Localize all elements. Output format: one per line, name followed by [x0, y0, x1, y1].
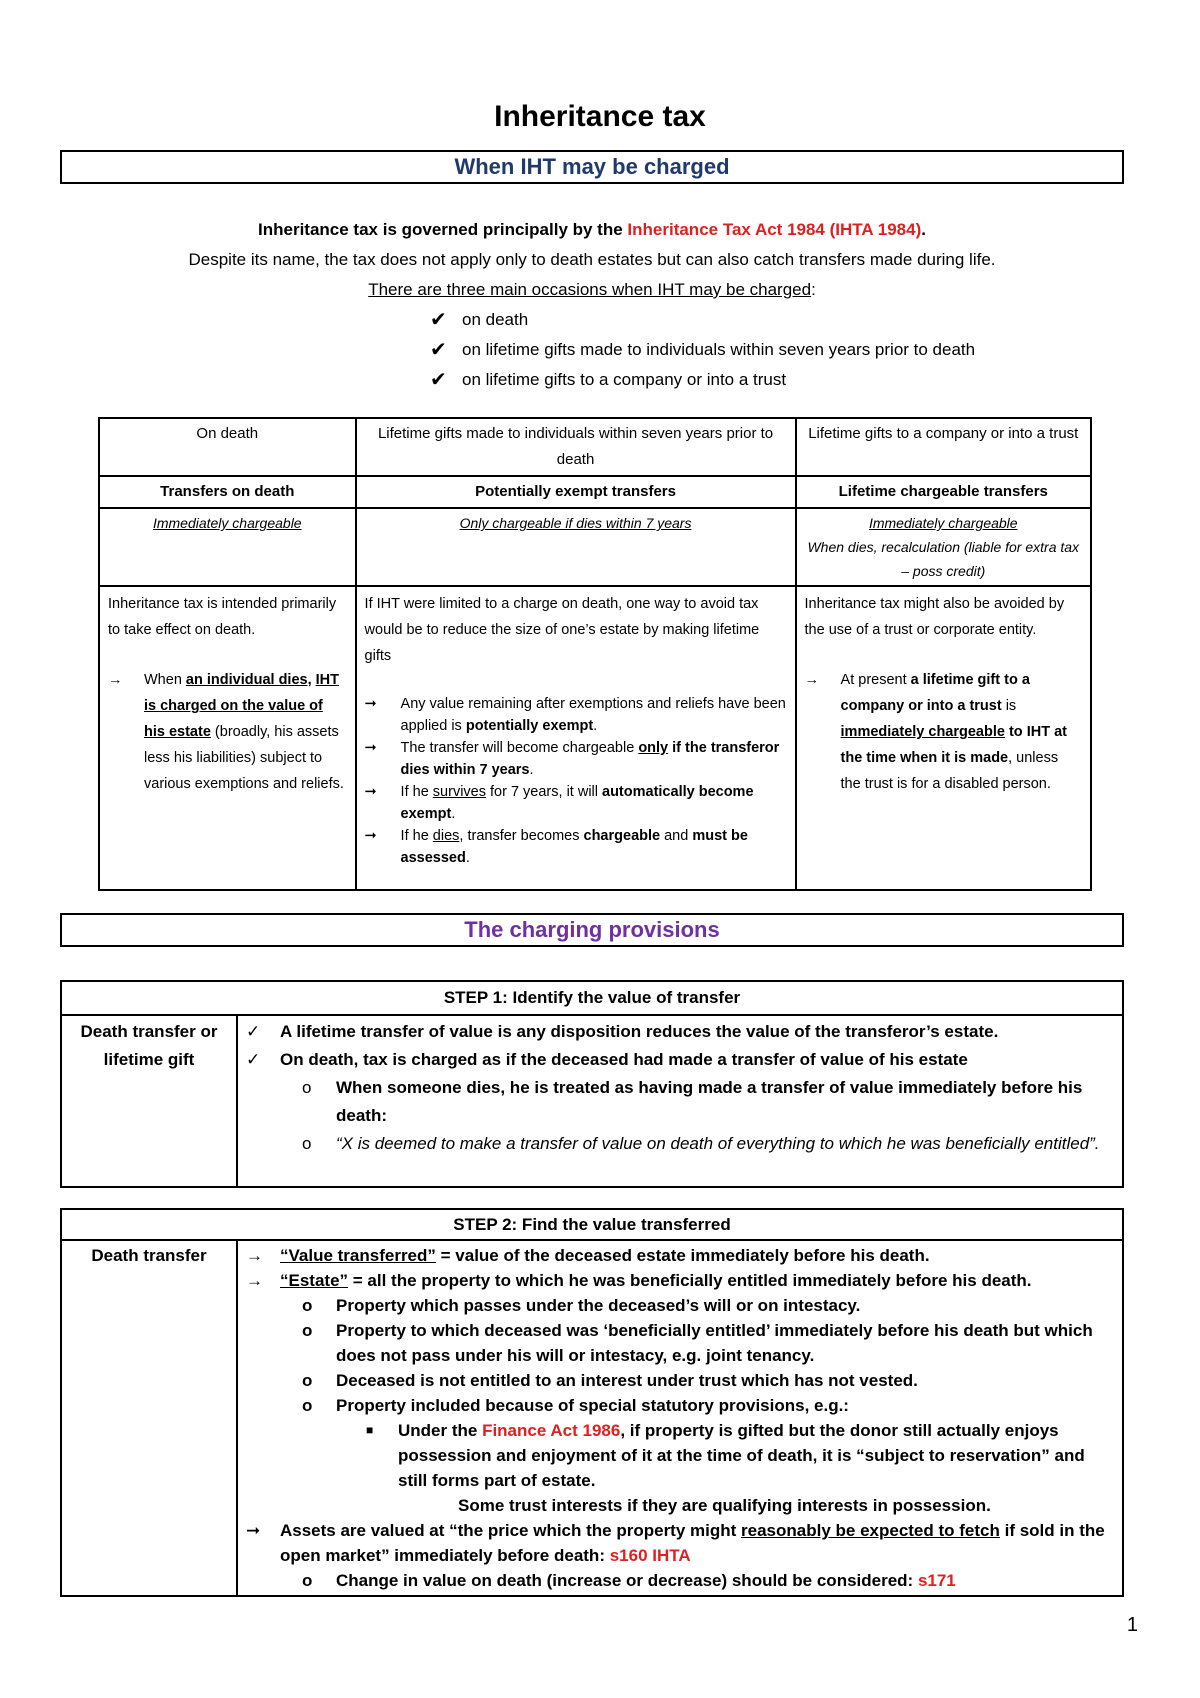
chargeability-cell: [796, 508, 1091, 586]
description-cell: [356, 586, 796, 890]
list-item: [365, 825, 787, 869]
list-item-text: On death, tax is charged as if the deceased had made a transfer of value of his estate: [280, 1050, 968, 1069]
text-emphasis: only: [638, 740, 669, 756]
text: Under the: [398, 1421, 483, 1440]
text: .: [593, 718, 598, 734]
square-bullet-icon: ■: [366, 1423, 374, 1437]
step2-table: [60, 1208, 1124, 1597]
circle-bullet-icon: o: [302, 1134, 312, 1153]
list-item: [280, 1130, 1114, 1158]
act-reference: Finance Act 1986: [482, 1421, 621, 1440]
arrow-right-icon: →: [804, 672, 820, 688]
circle-bullet-icon: o: [302, 1396, 313, 1415]
step-content: [237, 1240, 1123, 1596]
header-cell: Lifetime gifts made to individuals within seven years prior to death: [356, 418, 796, 476]
description-text: Inheritance tax is intended primarily to take effect on death.: [108, 596, 337, 638]
table-row: [99, 476, 1091, 508]
list-item: [430, 335, 1124, 365]
text: for 7 years, it will: [485, 784, 603, 800]
intro-line-1: [60, 215, 1124, 245]
checkmark-icon: ✔: [430, 309, 447, 331]
list-item: [246, 1018, 1114, 1046]
list-item: [108, 667, 347, 797]
header-cell: Lifetime gifts to a company or into a trust: [796, 418, 1091, 476]
occasions-list: [60, 305, 1124, 395]
note: Immediately chargeable: [868, 515, 1018, 531]
header-cell: On death: [99, 418, 356, 476]
arrow-right-icon: ➞: [364, 696, 377, 712]
arrow-list: [805, 667, 1082, 797]
transfer-name-cell: Transfers on death: [99, 476, 356, 508]
list-item-text: Property to which deceased was ‘beneficially entitled’ immediately before his death but which does not pass under his will or intestacy, e.g. joint tenancy.: [336, 1321, 1093, 1365]
text: (broadly, his assets less his liabilities) subject to various exemptions and reliefs.: [144, 724, 344, 792]
step-list: [246, 1018, 1114, 1158]
arrow-right-icon: →: [108, 672, 123, 688]
circle-bullet-icon: o: [302, 1078, 312, 1097]
list-item: [430, 365, 1124, 395]
text-emphasis: automatically become exempt: [400, 784, 754, 822]
circle-bullet-icon: o: [302, 1321, 313, 1340]
intro: [60, 215, 1124, 395]
arrow-right-icon: →: [246, 1246, 263, 1265]
checkmark-icon: ✓: [246, 1022, 261, 1041]
text-emphasis: must be assessed: [400, 828, 748, 866]
text-emphasis: IHT is charged on the value of his estate: [144, 672, 340, 740]
text: , transfer becomes: [459, 828, 584, 844]
text: Assets are valued at “the price which the property might: [280, 1521, 742, 1540]
statute-reference: s171: [917, 1571, 956, 1590]
section-heading-when-charged: When IHT may be charged: [60, 150, 1124, 184]
arrow-list: [365, 693, 787, 869]
list-item-text: on lifetime gifts made to individuals within seven years prior to death: [462, 340, 976, 359]
description-cell: [796, 586, 1091, 890]
sub-list: [280, 1568, 1114, 1593]
act-reference: Inheritance Tax Act 1984 (IHTA 1984): [627, 220, 922, 239]
list-item: [280, 1318, 1114, 1368]
list-item: [280, 1368, 1114, 1393]
chargeability-cell: [356, 508, 796, 586]
list-item: [365, 737, 787, 781]
list-item: [246, 1268, 1114, 1518]
list-item-text: Deceased is not entitled to an interest under trust which has not vested.: [336, 1371, 918, 1390]
sub-sub-list: [336, 1418, 1114, 1493]
intro-line-3: [60, 275, 1124, 305]
circle-bullet-icon: o: [302, 1296, 313, 1315]
text: Any value remaining after exemptions and reliefs have been applied is: [400, 696, 786, 734]
statute-reference: s160 IHTA: [609, 1546, 691, 1565]
list-item-text: on lifetime gifts to a company or into a trust: [462, 370, 787, 389]
text: .: [465, 850, 470, 866]
text-emphasis: reasonably be expected to fetch: [741, 1521, 1000, 1540]
checkmark-icon: ✔: [430, 339, 447, 361]
text: If he: [400, 828, 433, 844]
step-list: [246, 1243, 1114, 1593]
text: and: [660, 828, 693, 844]
checkmark-icon: ✓: [246, 1050, 261, 1069]
circle-bullet-icon: o: [302, 1571, 313, 1590]
text-emphasis: a lifetime gift to a company or into a trust: [840, 672, 1030, 714]
text-emphasis: if the transferor dies within 7 years: [400, 740, 780, 778]
table-row: [99, 418, 1091, 476]
term: “Value transferred”: [280, 1246, 436, 1265]
description-text: Inheritance tax might also be avoided by the use of a trust or corporate entity.: [804, 596, 1065, 638]
step-title: STEP 1: Identify the value of transfer: [61, 981, 1123, 1015]
list-item-text: A lifetime transfer of value is any disposition reduces the value of the transferor’s estate.: [280, 1022, 999, 1041]
list-item: [430, 305, 1124, 335]
description-text: If IHT were limited to a charge on death, one way to avoid tax would be to reduce the size of one’s estate by making lifetime gifts: [364, 596, 760, 664]
list-item: [246, 1518, 1114, 1593]
text: .: [451, 806, 456, 822]
list-item-text: When someone dies, he is treated as having made a transfer of value immediately before his death:: [336, 1078, 1083, 1125]
list-item: [246, 1243, 1114, 1268]
text: At present: [840, 672, 911, 688]
text: The transfer will become chargeable: [400, 740, 639, 756]
row-label: Death transfer or lifetime gift: [61, 1015, 237, 1187]
description-cell: [99, 586, 356, 890]
text: If he: [400, 784, 433, 800]
text-emphasis: survives: [432, 784, 486, 800]
text: if sold in the open market” immediately before death:: [280, 1521, 1105, 1565]
list-item: [365, 781, 787, 825]
list-item-text: = all the property to which he was beneficially entitled immediately before his death.: [348, 1271, 1032, 1290]
step1-table: [60, 980, 1124, 1188]
text-emphasis: dies: [432, 828, 460, 844]
list-item: [246, 1046, 1114, 1158]
chargeability-cell: [99, 508, 356, 586]
checkmark-icon: ✔: [430, 369, 447, 391]
section-heading-charging-provisions: The charging provisions: [60, 913, 1124, 947]
text: , unless the trust is for a disabled person.: [840, 750, 1059, 792]
text-emphasis: chargeable: [583, 828, 661, 844]
list-item-text: Property included because of special statutory provisions, e.g.:: [336, 1396, 849, 1415]
trust-interests-line: Some trust interests if they are qualifying interests in possession.: [458, 1496, 991, 1515]
arrow-right-icon: ➞: [364, 828, 377, 844]
transfer-name-cell: Lifetime chargeable transfers: [796, 476, 1091, 508]
table-row: [61, 1240, 1123, 1596]
text-emphasis: immediately chargeable: [840, 724, 1005, 740]
list-item: [280, 1293, 1114, 1318]
list-item-text: “X is deemed to make a transfer of value on death of everything to which he was beneficially entitled”.: [336, 1134, 1100, 1153]
page-number: 1: [1126, 1614, 1138, 1636]
table-row: [99, 508, 1091, 586]
table-row: [61, 1209, 1123, 1240]
recalculation-note: When dies, recalculation (liable for extra tax – poss credit): [807, 539, 1080, 579]
text: , if property is gifted but the donor still actually enjoys possession and enjoyment of it at the time of death, it is “subject to reservation” and still forms part of estate.: [398, 1421, 1085, 1490]
arrow-list: [108, 667, 347, 797]
occasions-table: [98, 417, 1092, 891]
circle-bullet-icon: o: [302, 1371, 313, 1390]
text-emphasis: potentially exempt: [465, 718, 594, 734]
colon: :: [811, 280, 816, 299]
text: is: [1001, 698, 1017, 714]
step-title: STEP 2: Find the value transferred: [61, 1209, 1123, 1240]
text: .: [529, 762, 534, 778]
row-label: Death transfer: [61, 1240, 237, 1596]
page-title: Inheritance tax: [494, 100, 706, 133]
list-item-text: = value of the deceased estate immediately before his death.: [435, 1246, 930, 1265]
arrow-right-icon: ➞: [364, 740, 377, 756]
arrow-right-icon: ➞: [246, 1521, 261, 1540]
occasions-heading: There are three main occasions when IHT may be charged: [368, 280, 812, 299]
sub-list: [280, 1074, 1114, 1158]
list-item: [280, 1074, 1114, 1130]
text: When: [144, 672, 186, 688]
intro-text: Inheritance tax is governed principally by the: [258, 220, 628, 239]
list-item: [805, 667, 1082, 797]
arrow-right-icon: ➞: [364, 784, 377, 800]
list-item-text: Property which passes under the deceased’s will or on intestacy.: [336, 1296, 861, 1315]
step-content: [237, 1015, 1123, 1187]
table-row: [61, 1015, 1123, 1187]
note: Only chargeable if dies within 7 years: [459, 515, 692, 531]
transfer-name-cell: Potentially exempt transfers: [356, 476, 796, 508]
list-item: [280, 1568, 1114, 1593]
table-row: [99, 586, 1091, 890]
intro-text: .: [921, 220, 926, 239]
list-item: [280, 1393, 1114, 1518]
list-item-text: on death: [462, 310, 529, 329]
list-item: [336, 1418, 1114, 1493]
text-emphasis: an individual dies,: [185, 672, 312, 688]
arrow-right-icon: →: [246, 1271, 263, 1290]
list-item: [365, 693, 787, 737]
table-row: [61, 981, 1123, 1015]
sub-list: [280, 1293, 1114, 1518]
term: “Estate”: [280, 1271, 349, 1290]
note: Immediately chargeable: [152, 515, 302, 531]
text-emphasis: to IHT at the time when it is made: [840, 724, 1067, 766]
intro-line-2: Despite its name, the tax does not apply only to death estates but can also catch transfers made during life.: [188, 250, 996, 269]
text: Change in value on death (increase or decrease) should be considered:: [336, 1571, 918, 1590]
